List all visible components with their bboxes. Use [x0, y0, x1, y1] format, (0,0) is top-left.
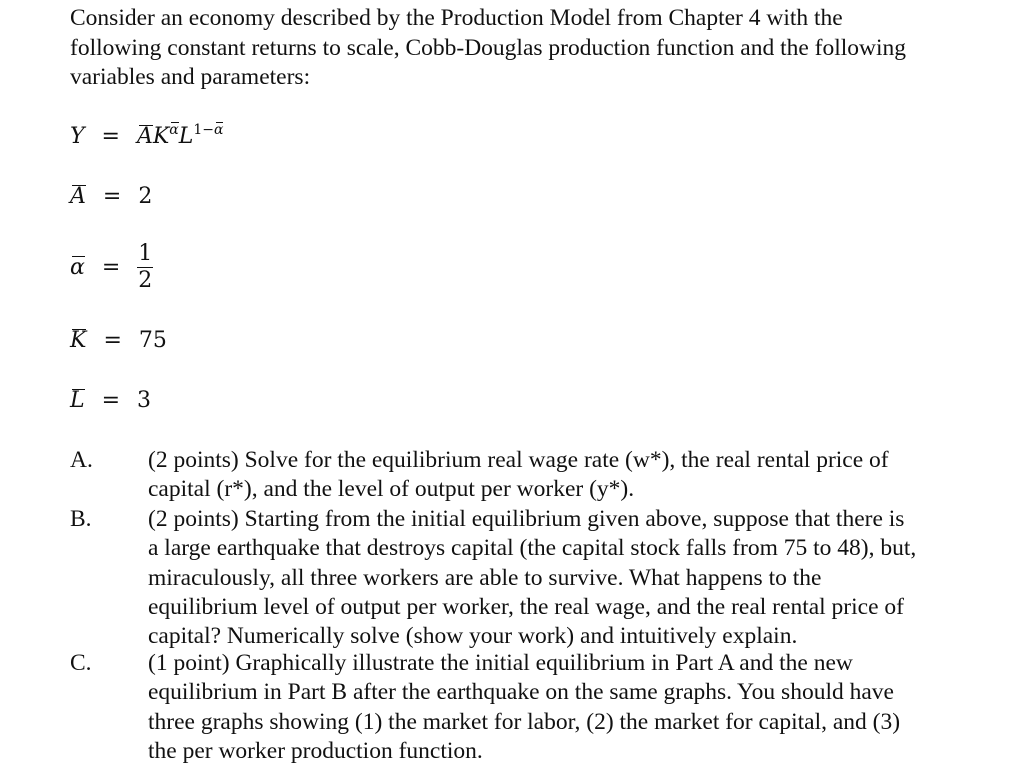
part-line: miraculously, all three workers are able to survive. What happens to the [148, 564, 822, 591]
equals-sign: = [101, 124, 120, 149]
equals-sign: = [102, 184, 122, 209]
part-letter: A. [70, 447, 93, 473]
alpha-parameter [70, 243, 153, 292]
part-text [148, 649, 1010, 766]
labor-exponent-alpha: α [214, 122, 224, 138]
part-line: (1 point) Graphically illustrate the initial equilibrium in Part A and the new [148, 650, 853, 676]
part-line: (2 points) Starting from the initial equilibrium given above, suppose that there is [148, 506, 905, 532]
equals-sign: = [101, 388, 121, 413]
part-text [148, 505, 1010, 651]
capital-exponent: α [169, 122, 179, 138]
alpha-fraction [137, 243, 153, 292]
part-line: the per worker production function. [148, 737, 483, 764]
labor-exponent-prefix: 1− [193, 122, 215, 138]
part-letter: B. [70, 506, 92, 532]
part-letter: C. [70, 650, 92, 676]
part-text [148, 446, 1010, 505]
part-line: (2 points) Solve for the equilibrium real wage rate (w*), the real rental price of [148, 447, 889, 473]
alpha-numerator: 1 [138, 241, 153, 266]
part-line: capital? Numerically solve (show your work) and intuitively explain. [148, 623, 798, 650]
part-line: capital (r*), and the level of output per worker (y*). [148, 476, 635, 503]
equals-sign: = [103, 328, 122, 353]
part-line: equilibrium in Part B after the earthquake on the same graphs. You should have [148, 679, 894, 706]
tfp-symbol: A [70, 184, 86, 209]
labor-value: 3 [137, 388, 152, 413]
part-line: three graphs showing (1) the market for labor, (2) the market for capital, and (3) [148, 708, 901, 735]
alpha-symbol: α [70, 255, 85, 280]
intro-line: variables and parameters: [70, 64, 311, 90]
part-line: equilibrium level of output per worker, the real wage, and the real rental price of [148, 593, 904, 620]
equals-sign: = [101, 255, 121, 280]
part-line: a large earthquake that destroys capital (the capital stock falls from 75 to 48), but, [148, 535, 917, 562]
labor-parameter [70, 388, 151, 413]
production-function-equation [70, 122, 223, 149]
labor-symbol: L [70, 388, 85, 413]
tfp-parameter [70, 184, 152, 209]
intro-line: following constant returns to scale, Cobb-Douglas production function and the following [70, 34, 907, 61]
capital-parameter [70, 328, 167, 353]
capital-symbol: K [70, 328, 87, 353]
capital-symbol: K [152, 124, 170, 149]
intro-paragraph [70, 4, 1000, 93]
tfp-symbol: A [136, 124, 153, 149]
labor-symbol: L [178, 124, 194, 149]
tfp-value: 2 [138, 184, 153, 209]
capital-value: 75 [138, 328, 167, 353]
alpha-denominator: 2 [138, 268, 153, 293]
output-symbol: Y [70, 124, 85, 149]
intro-line: Consider an economy described by the Production Model from Chapter 4 with the [70, 5, 843, 31]
